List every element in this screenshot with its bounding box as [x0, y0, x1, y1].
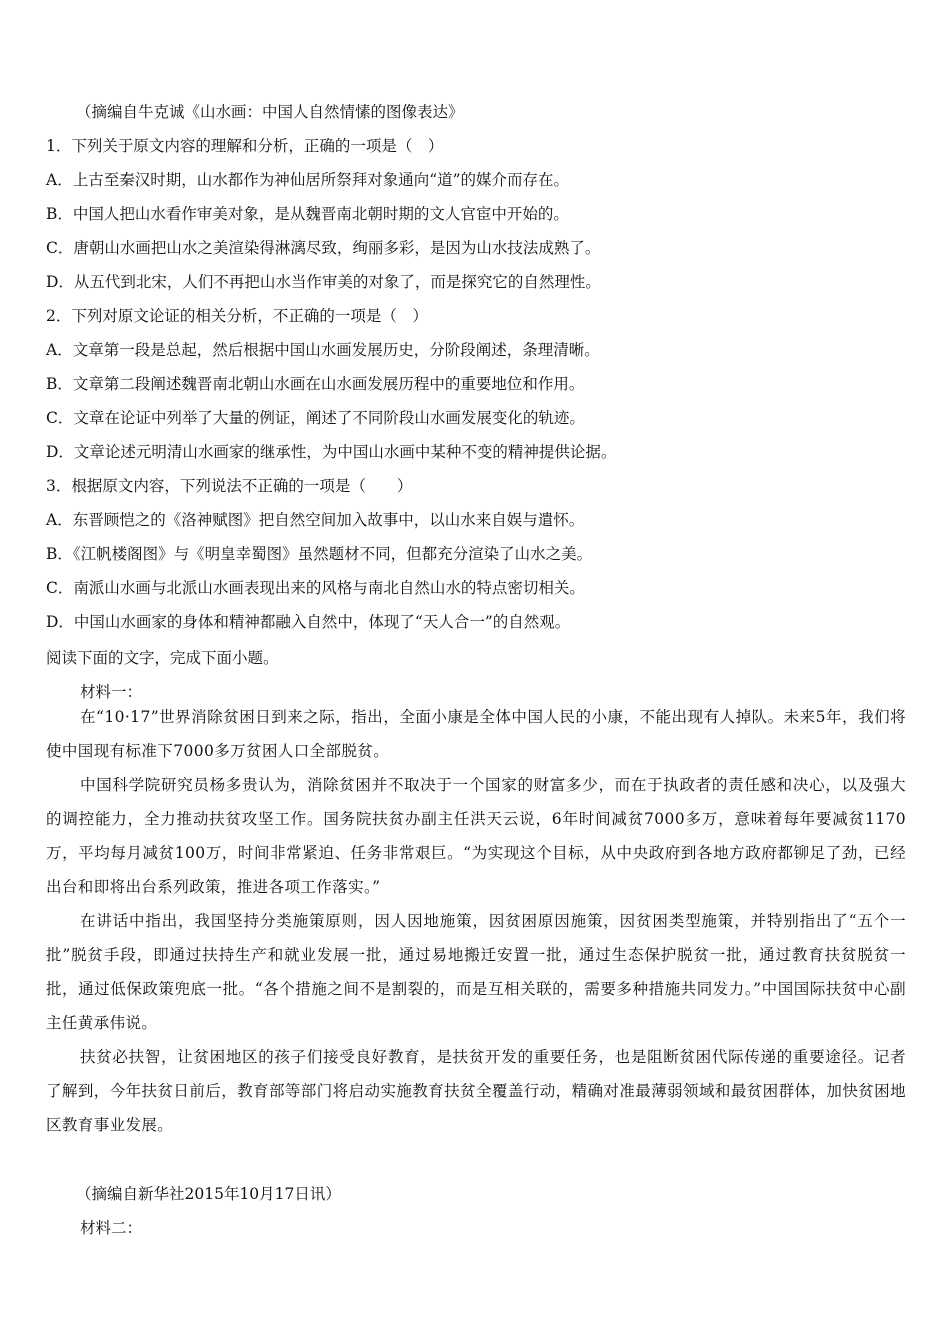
source-citation: （摘编自牛克诚《山水画：中国人自然情愫的图像表达》	[76, 103, 464, 121]
material-1-paragraph-3: 在讲话中指出，我国坚持分类施策原则，因人因地施策，因贫困原因施策，因贫困类型施策，并特别指出了“五个一批”脱贫手段，即通过扶持生产和就业发展一批，通过易地搬迁安置一批，通过生态保护脱贫一批，通过教育扶贫脱贫一批，通过低保政策兜底一批。“各个措施之间不是割裂的，而是互相关联的，需要多种措施共同发力。”中国国际扶贫中心副主任黄承伟说。	[46, 912, 906, 1032]
question-1-stem: 1．下列关于原文内容的理解和分析，正确的一项是（ ）	[46, 137, 444, 155]
question-2-option-c: C．文章在论证中列举了大量的例证，阐述了不同阶段山水画发展变化的轨迹。	[46, 409, 585, 427]
reading-instruction: 阅读下面的文字，完成下面小题。	[46, 649, 279, 667]
material-1-source: （摘编自新华社2015年10月17日讯）	[76, 1185, 341, 1203]
material-1-paragraph-2: 中国科学院研究员杨多贵认为，消除贫困并不取决于一个国家的财富多少，而在于执政者的责任感和决心，以及强大的调控能力，全力推动扶贫攻坚工作。国务院扶贫办副主任洪天云说，6年时间减贫7000多万，意味着每年要减贫1170万，平均每月减贫100万，时间非常紧迫、任务非常艰巨。“为实现这个目标，从中央政府到各地方政府都铆足了劲，已经出台和即将出台系列政策，推进各项工作落实。”	[46, 776, 906, 896]
question-1-option-b: B．中国人把山水看作审美对象，是从魏晋南北朝时期的文人官宦中开始的。	[46, 205, 569, 223]
material-1-title: 材料一：	[80, 683, 143, 701]
material-1-paragraph-4: 扶贫必扶智，让贫困地区的孩子们接受良好教育，是扶贫开发的重要任务，也是阻断贫困代际传递的重要途径。记者了解到，今年扶贫日前后，教育部等部门将启动实施教育扶贫全覆盖行动，精确对准最薄弱领域和最贫困群体，加快贫困地区教育事业发展。	[46, 1048, 906, 1134]
question-2-option-b: B．文章第二段阐述魏晋南北朝山水画在山水画发展历程中的重要地位和作用。	[46, 375, 585, 393]
question-3-option-d: D．中国山水画家的身体和精神都融入自然中，体现了“天人合一”的自然观。	[46, 613, 571, 631]
question-3-option-c: C．南派山水画与北派山水画表现出来的风格与南北自然山水的特点密切相关。	[46, 579, 585, 597]
question-1-option-d: D．从五代到北宋，人们不再把山水当作审美的对象了，而是探究它的自然理性。	[46, 273, 601, 291]
material-2-title: 材料二：	[80, 1219, 143, 1237]
question-2-option-a: A．文章第一段是总起，然后根据中国山水画发展历史，分阶段阐述，条理清晰。	[46, 341, 600, 359]
question-2-stem: 2．下列对原文论证的相关分析，不正确的一项是（ ）	[46, 307, 428, 325]
material-1-paragraph-1: 在“10·17”世界消除贫困日到来之际，指出，全面小康是全体中国人民的小康，不能出现有人掉队。未来5年，我们将使中国现有标准下7000多万贫困人口全部脱贫。	[46, 708, 906, 760]
question-1-option-c: C．唐朝山水画把山水之美渲染得淋漓尽致，绚丽多彩，是因为山水技法成熟了。	[46, 239, 601, 257]
question-2-option-d: D．文章论述元明清山水画家的继承性，为中国山水画中某种不变的精神提供论据。	[46, 443, 617, 461]
question-3-option-b: B．《江帆楼阁图》与《明皇幸蜀图》虽然题材不同，但都充分渲染了山水之美。	[46, 545, 593, 563]
question-3-option-a: A．东晋顾恺之的《洛神赋图》把自然空间加入故事中，以山水来自娱与遣怀。	[46, 511, 585, 529]
question-1-option-a: A．上古至秦汉时期，山水都作为神仙居所祭拜对象通向“道”的媒介而存在。	[46, 171, 570, 189]
question-3-stem: 3．根据原文内容，下列说法不正确的一项是（ ）	[46, 477, 413, 495]
